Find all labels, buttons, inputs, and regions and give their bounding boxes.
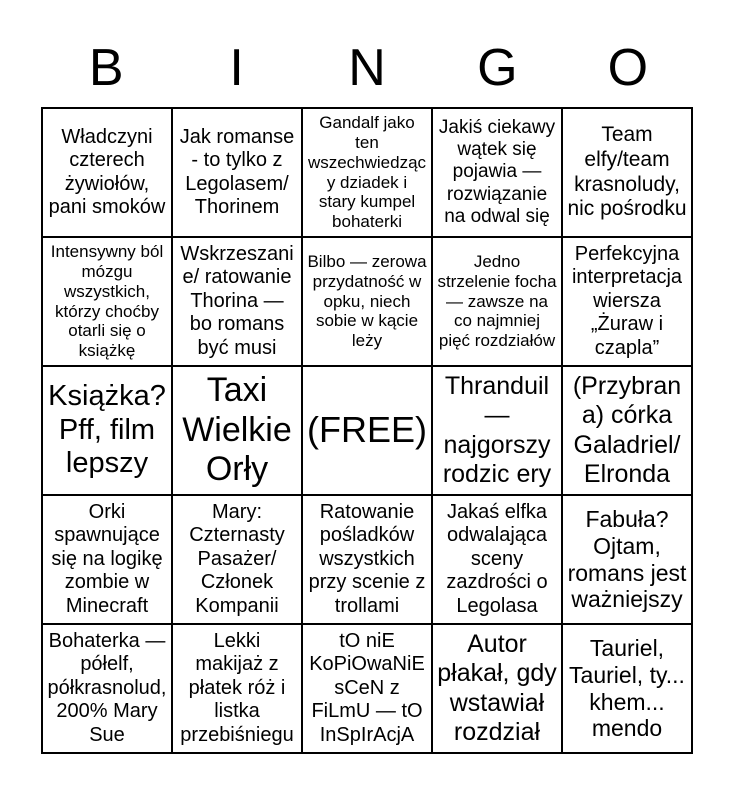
bingo-cell-text: Wskrzeszanie/ ratowanie Thorina — bo romans być musi <box>180 243 294 359</box>
bingo-cell-text: Gandalf jako ten wszechwiedzący dziadek i stary kumpel bohaterki <box>307 112 427 232</box>
bingo-cell[interactable] <box>302 624 432 753</box>
bingo-cell[interactable] <box>302 108 432 237</box>
bingo-cell-text: (Przybrana) córka Galadriel/ Elronda <box>572 372 682 488</box>
bingo-cell[interactable] <box>562 495 692 624</box>
bingo-cell[interactable] <box>432 366 562 495</box>
bingo-cell[interactable] <box>432 108 562 237</box>
bingo-cell-text: Mary: Czternasty Pasażer/ Członek Kompanii <box>189 501 285 617</box>
bingo-cell-text: Ratowanie pośladków wszystkich przy scenie z trollami <box>308 501 426 617</box>
bingo-cell[interactable] <box>172 624 302 753</box>
bingo-header <box>41 36 693 100</box>
bingo-cell-text: Thranduil — najgorszy rodzic ery <box>442 372 552 488</box>
bingo-cell[interactable] <box>42 624 172 753</box>
bingo-cell-text: Jedno strzelenie focha — zawsze na co najmniej pięć rozdziałów <box>437 251 557 351</box>
bingo-cell-text: Władczyni czterech żywiołów, pani smoków <box>48 125 166 218</box>
bingo-cell[interactable] <box>172 237 302 366</box>
bingo-header-letter-i: I <box>229 39 244 97</box>
bingo-cell-text: Tauriel, Tauriel, ty... khem... mendo <box>569 634 685 742</box>
bingo-cell-text: Książka? Pff, film lepszy <box>48 379 166 480</box>
bingo-cell[interactable] <box>432 237 562 366</box>
bingo-cell[interactable] <box>302 495 432 624</box>
bingo-cell[interactable] <box>172 108 302 237</box>
bingo-cell-text: Bohaterka — półelf, półkrasnolud, 200% Mary Sue <box>47 630 167 746</box>
bingo-cell-text: Taxi Wielkie Orły <box>182 370 292 489</box>
bingo-cell-text: Jakiś ciekawy wątek się pojawia — rozwiązanie na odwal się <box>438 116 556 227</box>
bingo-cell-text: Jakaś elfka odwalająca sceny zazdrości o Legolasa <box>446 501 548 617</box>
bingo-cell-text: Lekki makijaż z płatek róż i listka przebiśniegu <box>180 630 294 746</box>
bingo-cell-text: Perfekcyjna interpretacja wiersza „Żuraw i czapla” <box>571 243 683 359</box>
bingo-cell[interactable] <box>562 366 692 495</box>
bingo-cell-text: Autor płakał, gdy wstawiał rozdział <box>437 630 557 746</box>
bingo-cell-text: Intensywny ból mózgu wszystkich, którzy choćby otarli się o książkę <box>50 241 164 361</box>
bingo-cell-text: (FREE) <box>307 409 427 451</box>
bingo-cell[interactable] <box>172 495 302 624</box>
bingo-cell-text: Jak romanse - to tylko z Legolasem/ Thorinem <box>179 125 295 218</box>
bingo-cell[interactable] <box>432 495 562 624</box>
bingo-header-letter-o: O <box>607 39 649 97</box>
bingo-cell-text: Orki spawnujące się na logikę zombie w Minecraft <box>51 501 163 617</box>
bingo-cell-free[interactable] <box>302 366 432 495</box>
bingo-grid <box>41 107 693 754</box>
bingo-cell-text: tO niE KoPiOwaNiE sCeN z FiLmU — tO InSpIrAcjA <box>309 630 425 746</box>
bingo-cell[interactable] <box>42 366 172 495</box>
bingo-header-letter-n: N <box>348 39 386 97</box>
bingo-cell[interactable] <box>172 366 302 495</box>
bingo-cell[interactable] <box>42 108 172 237</box>
bingo-cell[interactable] <box>432 624 562 753</box>
bingo-cell[interactable] <box>302 237 432 366</box>
bingo-header-letter-b: B <box>88 39 124 97</box>
bingo-cell[interactable] <box>562 237 692 366</box>
bingo-header-letter-g: G <box>477 39 518 97</box>
bingo-cell-text: Fabuła? Ojtam, romans jest ważniejszy <box>567 505 687 613</box>
bingo-cell-text: Team elfy/team krasnoludy, nic pośrodku <box>567 123 687 221</box>
bingo-cell[interactable] <box>562 108 692 237</box>
bingo-cell[interactable] <box>42 495 172 624</box>
bingo-cell[interactable] <box>42 237 172 366</box>
bingo-cell[interactable] <box>562 624 692 753</box>
bingo-cell-text: Bilbo — zerowa przydatność w opku, niech sobie w kącie leży <box>307 251 427 351</box>
